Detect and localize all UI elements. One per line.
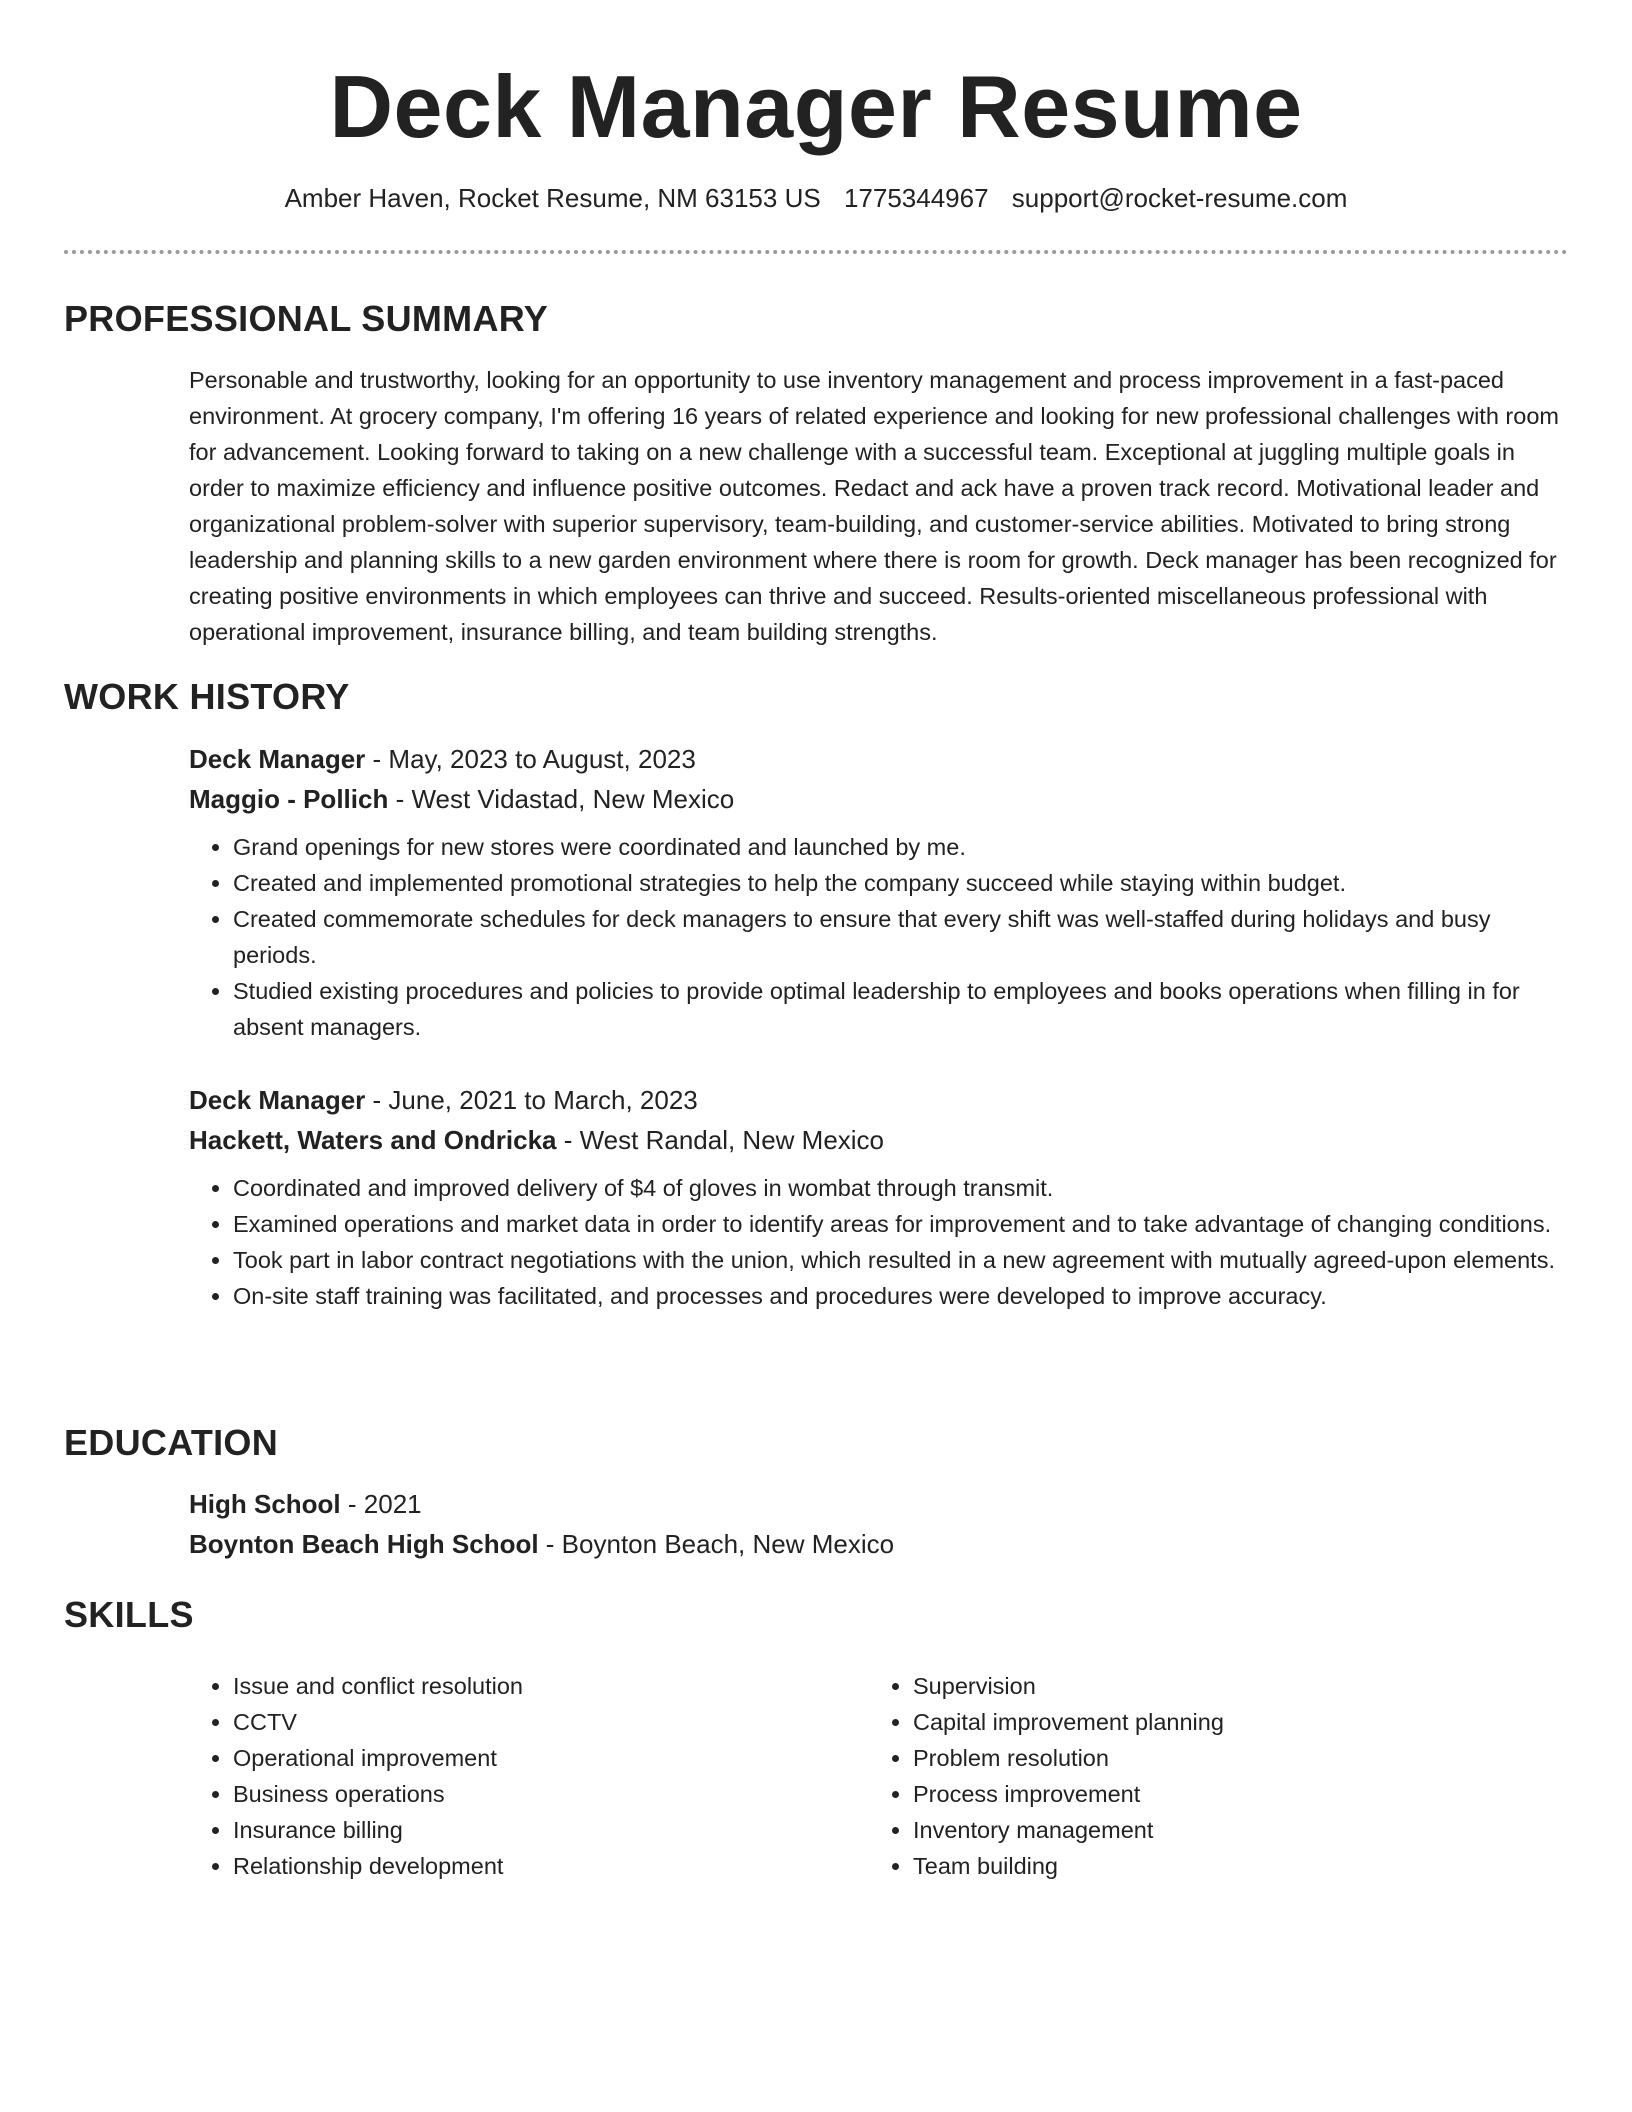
contact-phone: 1775344967 [843, 183, 989, 213]
summary-section [189, 362, 1569, 650]
job-company: Maggio - Pollich [189, 784, 389, 814]
skills-column-left [189, 1668, 869, 1884]
contact-line [0, 180, 1632, 216]
skill-item: • Insurance billing [233, 1812, 869, 1848]
job-title: Deck Manager [189, 744, 366, 774]
list-item: • On-site staff training was facilitated, and processes and procedures were developed to improve accuracy. [233, 1278, 1569, 1314]
skills-list [189, 1668, 869, 1884]
job-entry [189, 739, 1569, 1045]
skill-item: • Issue and conflict resolution [233, 1668, 869, 1704]
skill-item: • Problem resolution [913, 1740, 1549, 1776]
job-company-line [189, 779, 1569, 819]
work-history-heading: WORK HISTORY [64, 676, 350, 717]
job-company: Hackett, Waters and Ondricka [189, 1125, 557, 1155]
skills-columns [189, 1668, 1569, 1884]
job-entry [189, 1080, 1569, 1314]
summary-text: Personable and trustworthy, looking for an opportunity to use inventory management and process improvement in a fast-paced environment. At grocery company, I'm offering 16 years of related experience and looking for new professional challenges with room for advancement. Looking forward to taking on a new challenge with a successful team. Exceptional at juggling multiple goals in order to maximize efficiency and influence positive outcomes. Redact and ack have a proven track record. Motivational leader and organizational problem-solver with superior supervisory, team-building, and customer-service abilities. Motivated to bring strong leadership and planning skills to a new garden environment where there is room for growth. Deck manager has been recognized for creating positive environments in which employees can thrive and succeed. Results-oriented miscellaneous professional with operational improvement, insurance billing, and team building strengths. [189, 367, 1559, 645]
education-location: - Boynton Beach, New Mexico [538, 1529, 895, 1559]
contact-email: support@rocket-resume.com [1011, 183, 1348, 213]
list-item: • Examined operations and market data in order to identify areas for improvement and to take advantage of changing conditions. [233, 1206, 1569, 1242]
skill-item: • Capital improvement planning [913, 1704, 1549, 1740]
job-company-line [189, 1120, 1569, 1160]
job-location: - West Randal, New Mexico [556, 1125, 885, 1155]
skill-item: • Team building [913, 1848, 1549, 1884]
skill-item: • Inventory management [913, 1812, 1549, 1848]
skills-section [189, 1668, 1569, 1884]
summary-heading: PROFESSIONAL SUMMARY [64, 298, 549, 339]
job-bullets [189, 1170, 1569, 1314]
education-school-line [189, 1524, 1569, 1564]
skill-item: • CCTV [233, 1704, 869, 1740]
education-year: - 2021 [340, 1489, 422, 1519]
job-title-line [189, 739, 1569, 779]
skill-item: • Process improvement [913, 1776, 1549, 1812]
job-dates: - June, 2021 to March, 2023 [365, 1085, 698, 1115]
education-heading: EDUCATION [64, 1422, 279, 1463]
job-location: - West Vidastad, New Mexico [388, 784, 735, 814]
skill-item: • Relationship development [233, 1848, 869, 1884]
list-item: • Studied existing procedures and policies to provide optimal leadership to employees and books operations when filling in for absent managers. [233, 973, 1569, 1045]
skills-list [869, 1668, 1549, 1884]
page-title: Deck Manager Resume [329, 57, 1303, 156]
education-degree: High School [189, 1489, 341, 1519]
skill-item: • Business operations [233, 1776, 869, 1812]
education-school: Boynton Beach High School [189, 1529, 539, 1559]
education-entry [189, 1484, 1569, 1564]
skills-column-right [869, 1668, 1549, 1884]
skills-heading: SKILLS [64, 1594, 194, 1635]
job-dates: - May, 2023 to August, 2023 [365, 744, 696, 774]
skill-item: • Supervision [913, 1668, 1549, 1704]
education-degree-line [189, 1484, 1569, 1524]
list-item: • Created and implemented promotional strategies to help the company succeed while staying within budget. [233, 865, 1569, 901]
list-item: • Created commemorate schedules for deck managers to ensure that every shift was well-staffed during holidays and busy periods. [233, 901, 1569, 973]
list-item: • Took part in labor contract negotiations with the union, which resulted in a new agreement with mutually agreed-upon elements. [233, 1242, 1569, 1278]
list-item: • Coordinated and improved delivery of $4 of gloves in wombat through transmit. [233, 1170, 1569, 1206]
job-title-line [189, 1080, 1569, 1120]
contact-address: Amber Haven, Rocket Resume, NM 63153 US [284, 183, 821, 213]
header-divider [64, 250, 1568, 254]
job-title: Deck Manager [189, 1085, 366, 1115]
list-item: • Grand openings for new stores were coordinated and launched by me. [233, 829, 1569, 865]
skill-item: • Operational improvement [233, 1740, 869, 1776]
job-bullets [189, 829, 1569, 1045]
